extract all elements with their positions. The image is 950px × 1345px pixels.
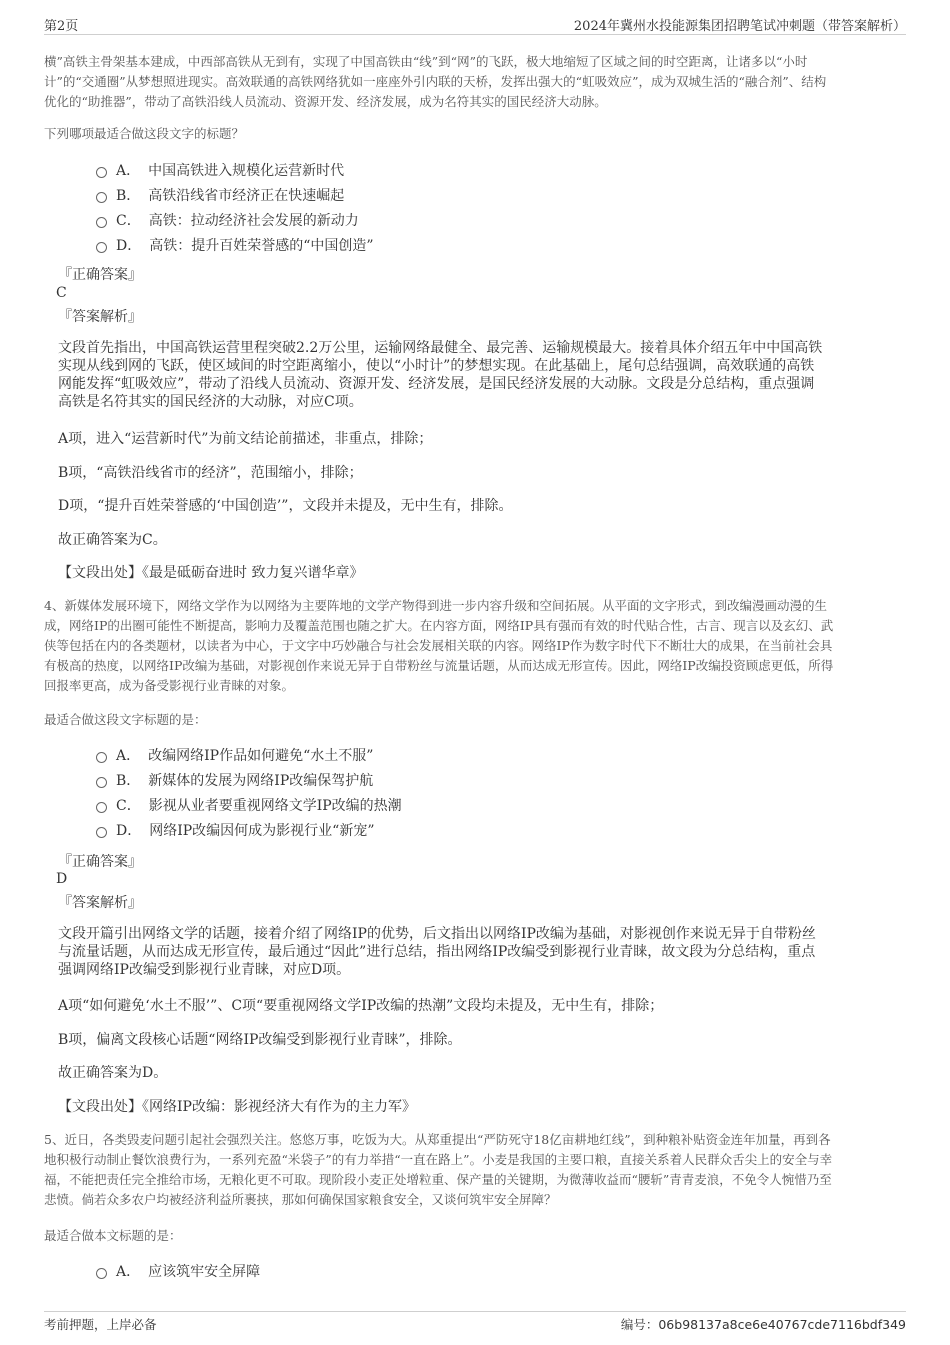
radio-icon[interactable] (96, 217, 107, 228)
passage-line: 悲愤。倘若众多农户均被经济利益所裹挟，那如何确保国家粮食安全，又谈何筑牢安全屏障？ (44, 1192, 557, 1207)
document-code: 编号：06b98137a8ce6e40767cde7116bdf349 (620, 1317, 906, 1332)
analysis-line: 与流量话题，从而达成无形宣传，最后通过“因此”进行总结，指出网络IP改编受到影视行业青睐，故文段为分总结构，重点 (58, 944, 816, 960)
passage-line: 5、近日，各类毁麦问题引起社会强烈关注。悠悠万事，吃饭为大。从郑重提出“严防死守18亿亩耕地红线”，到种粮补贴资金连年加量，再到各 (44, 1132, 831, 1147)
analysis-line: 实现从线到网的飞跃，使区域间的时空距离缩小，使以“小时计”的梦想实现。在此基础上，尾句总结强调，高效联通的高铁 (58, 358, 815, 374)
q3-passage (44, 52, 906, 112)
analysis-line: 文段首先指出，中国高铁运营里程突破2.2万公里，运输网络最健全、最完善、运输规模最大。接着具体介绍五年中中国高铁 (58, 340, 823, 356)
q3-note-b: B项，“高铁沿线省市的经济”，范围缩小，排除； (58, 465, 363, 481)
analysis-line: 文段开篇引出网络文学的话题，接着介绍了网络IP的优势，后文指出以网络IP改编为基础，对影视创作来说无异于自带粉丝 (58, 926, 816, 942)
q4-option-b[interactable]: B． 新媒体的发展为网络IP改编保驾护航 (96, 767, 402, 792)
radio-icon[interactable] (96, 802, 107, 813)
passage-line: 优化的“助推器”，带动了高铁沿线人员流动、资源开发、经济发展，成为名符其实的国民经济大动脉。 (44, 94, 607, 109)
q4-source: 【文段出处】《网络IP改编：影视经济大有作为的主力军》 (58, 1099, 416, 1115)
q4-options (96, 742, 402, 842)
q3-options (96, 157, 374, 257)
passage-line: 计”的“交通圈”从梦想照进现实。高效联通的高铁网络犹如一座座外引内联的天桥，发挥出强大的“虹吸效应”，成为双城生活的“融合剂”、结构 (44, 74, 827, 89)
passage-line: 4、新媒体发展环境下，网络文学作为以网络为主要阵地的文学产物得到进一步内容升级和空间拓展。从平面的文字形式，到改编漫画动漫的生 (44, 598, 827, 613)
q5-option-a[interactable]: A． 应该筑牢安全屏障 (96, 1258, 260, 1283)
passage-line: 有极高的热度，以网络IP改编为基础，对影视创作来说无异于自带粉丝与流量话题，从而达成无形宣传。因此，网络IP改编投资顾虑更低，所得 (44, 658, 834, 673)
q3-conclusion: 故正确答案为C。 (58, 532, 167, 548)
q4-analysis-label: 『答案解析』 (58, 895, 142, 911)
radio-icon[interactable] (96, 752, 107, 763)
passage-line: 侠等包括在内的各类题材，以读者为中心，于文字中巧妙融合与社会发展相关联的内容。网络IP作为数字时代下不断壮大的成果，在当前社会具 (44, 638, 833, 653)
passage-line: 横”高铁主骨架基本建成，中西部高铁从无到有，实现了中国高铁由“线”到“网”的飞跃，极大地缩短了区域之间的时空距离，让诸多以“小时 (44, 54, 808, 69)
footer-slogan: 考前押题，上岸必备 (44, 1317, 157, 1332)
radio-icon[interactable] (96, 827, 107, 838)
q3-source: 【文段出处】《最是砥砺奋进时 致力复兴谱华章》 (58, 565, 364, 581)
q3-answer-label: 『正确答案』 (58, 267, 142, 283)
q5-prompt: 最适合做本文标题的是： (44, 1228, 182, 1243)
q3-answer: C (56, 285, 67, 301)
q3-analysis-label: 『答案解析』 (58, 309, 142, 325)
q3-note-a: A项，进入“运营新时代”为前文结论前描述，非重点，排除； (58, 431, 433, 447)
radio-icon[interactable] (96, 192, 107, 203)
q3-option-a[interactable]: A． 中国高铁进入规模化运营新时代 (96, 157, 374, 182)
radio-icon[interactable] (96, 1268, 107, 1279)
radio-icon[interactable] (96, 242, 107, 253)
analysis-line: 高铁是名符其实的国民经济的大动脉，对应C项。 (58, 394, 363, 410)
analysis-line: 强调网络IP改编受到影视行业青睐，对应D项。 (58, 962, 351, 978)
document-title: 2024年冀州水投能源集团招聘笔试冲刺题（带答案解析） (573, 19, 906, 34)
passage-line: 成，网络IP的出圈可能性不断提高，影响力及覆盖范围也随之扩大。在内容方面，网络IP具有强而有效的时代贴合性，古言、现言以及玄幻、武 (44, 618, 834, 633)
q3-option-c[interactable]: C． 高铁：拉动经济社会发展的新动力 (96, 207, 374, 232)
q5-options (96, 1258, 260, 1283)
q4-option-d[interactable]: D． 网络IP改编因何成为影视行业“新宠” (96, 817, 402, 842)
q4-answer-label: 『正确答案』 (58, 854, 142, 870)
q4-option-a[interactable]: A． 改编网络IP作品如何避免“水土不服” (96, 742, 402, 767)
q4-conclusion: 故正确答案为D。 (58, 1065, 168, 1081)
radio-icon[interactable] (96, 777, 107, 788)
page-number: 第2页 (44, 19, 79, 34)
q4-note-b: B项，偏离文段核心话题“网络IP改编受到影视行业青睐”，排除。 (58, 1032, 462, 1048)
q4-note-ac: A项“如何避免‘水土不服’”、C项“要重视网络文学IP改编的热潮”文段均未提及，无中生有，排除； (58, 998, 664, 1014)
q3-option-b[interactable]: B． 高铁沿线省市经济正在快速崛起 (96, 182, 374, 207)
q4-passage (44, 596, 906, 696)
radio-icon[interactable] (96, 167, 107, 178)
q3-option-d[interactable]: D． 高铁：提升百姓荣誉感的“中国创造” (96, 232, 374, 257)
analysis-line: 网能发挥“虹吸效应”，带动了沿线人员流动、资源开发、经济发展，是国民经济发展的大动脉。文段是分总结构，重点强调 (58, 376, 815, 392)
q4-analysis (58, 925, 898, 979)
passage-line: 回报率更高，成为备受影视行业青睐的对象。 (44, 678, 295, 693)
q5-passage (44, 1130, 906, 1210)
q4-answer: D (56, 871, 68, 887)
q3-prompt: 下列哪项最适合做这段文字的标题？ (44, 126, 245, 141)
q3-note-d: D项，“提升百姓荣誉感的‘中国创造’”，文段并未提及，无中生有，排除。 (58, 498, 513, 514)
q4-option-c[interactable]: C． 影视从业者要重视网络文学IP改编的热潮 (96, 792, 402, 817)
page-header (44, 12, 906, 35)
passage-line: 福，不能把责任完全推给市场，无粮化更不可取。现阶段小麦正处增粒重、保产量的关键期，为微薄收益而“腰斩”青青麦浪，不免令人惋惜乃至 (44, 1172, 832, 1187)
q4-prompt: 最适合做这段文字标题的是： (44, 712, 207, 727)
passage-line: 地积极行动制止餐饮浪费行为，一系列充盈“米袋子”的有力举措“一直在路上”。小麦是我国的主要口粮，直接关系着人民群众舌尖上的安全与幸 (44, 1152, 833, 1167)
page-footer (44, 1311, 906, 1338)
q3-analysis (58, 339, 898, 411)
